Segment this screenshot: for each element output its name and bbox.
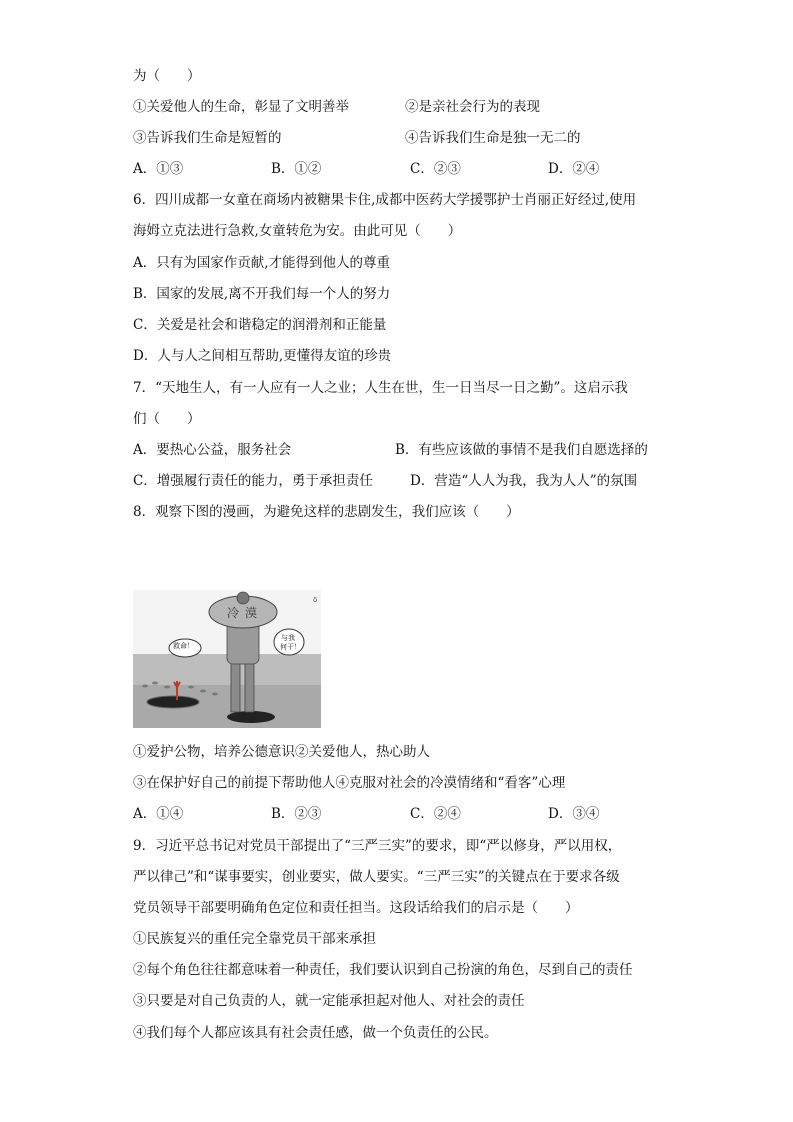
q5-statement-3: ③告诉我们生命是短暂的 — [133, 130, 282, 146]
cartoon-bag-text: 冷漠 — [227, 606, 264, 620]
q5-stem-tail: 为（ ） — [133, 68, 201, 84]
q8-stem: 8．观察下图的漫画，为避免这样的悲剧发生，我们应该（ ） — [133, 504, 520, 520]
q7-option-d: D．营造“人人为我，我为人人”的氛围 — [410, 473, 638, 489]
q7-option-b: B．有些应该做的事情不是我们自愿选择的 — [395, 442, 648, 458]
q6-option-d: D．人与人之间相互帮助,更懂得友谊的珍贵 — [133, 348, 392, 364]
cartoon-image — [133, 590, 321, 728]
q7-stem-line-1: 7．“天地生人，有一人应有一人之业；人生在世，生一日当尽一日之勤”。这启示我 — [133, 380, 628, 396]
q9-statement-2: ②每个角色往往都意味着一种责任，我们要认识到自己扮演的角色，尽到自己的责任 — [133, 962, 633, 978]
q8-option-c: C．②④ — [410, 806, 461, 822]
q8-option-b: B．②③ — [271, 806, 322, 822]
q6-stem-line-2: 海姆立克法进行急救,女童转危为安。由此可见（ ） — [133, 223, 462, 239]
cartoon-bubble-right-text-1: 与我 — [281, 634, 295, 642]
q6-option-b: B．国家的发展,离不开我们每一个人的努力 — [133, 286, 391, 302]
q5-option-b: B．①② — [271, 161, 322, 177]
svg-text:δ: δ — [313, 596, 318, 604]
q9-stem-line-2: 严以律己”和“谋事要实，创业要实，做人要实。“三严三实”的关键点在于要求各级 — [133, 869, 620, 885]
q7-option-c: C．增强履行责任的能力，勇于承担责任 — [133, 473, 373, 489]
q6-option-a: A．只有为国家作贡献,才能得到他人的尊重 — [133, 255, 391, 271]
q7-stem-line-2: 们（ ） — [133, 411, 201, 427]
q9-statement-1: ①民族复兴的重任完全靠党员干部来承担 — [133, 931, 376, 947]
q8-statements-1-2: ①爱护公物，培养公德意识②关爱他人，热心助人 — [133, 744, 430, 760]
q6-option-c: C．关爱是社会和谐稳定的润滑剂和正能量 — [133, 317, 387, 333]
cartoon-bubble-right-text-2: 何干！ — [280, 643, 301, 651]
q8-statements-3-4: ③在保护好自己的前提下帮助他人④克服对社会的冷漠情绪和“看客”心理 — [133, 775, 566, 791]
q6-stem-line-1: 6．四川成都一女童在商场内被糖果卡住,成都中医药大学援鄂护士肖丽正好经过,使用 — [133, 192, 637, 208]
q9-stem-line-1: 9．习近平总书记对党员干部提出了“三严三实”的要求，即“严以修身，严以用权， — [133, 838, 622, 854]
q5-statement-1: ①关爱他人的生命，彰显了文明善举 — [133, 99, 349, 115]
q5-statement-2: ②是亲社会行为的表现 — [405, 99, 540, 115]
cartoon-bubble-left-text: 救命！ — [173, 642, 194, 650]
q8-option-d: D．③④ — [548, 806, 600, 822]
q5-option-d: D．②④ — [548, 161, 600, 177]
q8-option-a: A．①④ — [133, 806, 184, 822]
q9-statement-4: ④我们每个人都应该具有社会责任感，做一个负责任的公民。 — [133, 1025, 498, 1041]
q7-option-a: A．要热心公益，服务社会 — [133, 442, 292, 458]
q5-option-a: A．①③ — [133, 161, 184, 177]
q5-statement-4: ④告诉我们生命是独一无二的 — [405, 130, 581, 146]
q5-option-c: C．②③ — [410, 161, 461, 177]
q9-statement-3: ③只要是对自己负责的人，就一定能承担起对他人、对社会的责任 — [133, 993, 525, 1009]
q9-stem-line-3: 党员领导干部要明确角色定位和责任担当。这段话给我们的启示是（ ） — [133, 900, 579, 916]
